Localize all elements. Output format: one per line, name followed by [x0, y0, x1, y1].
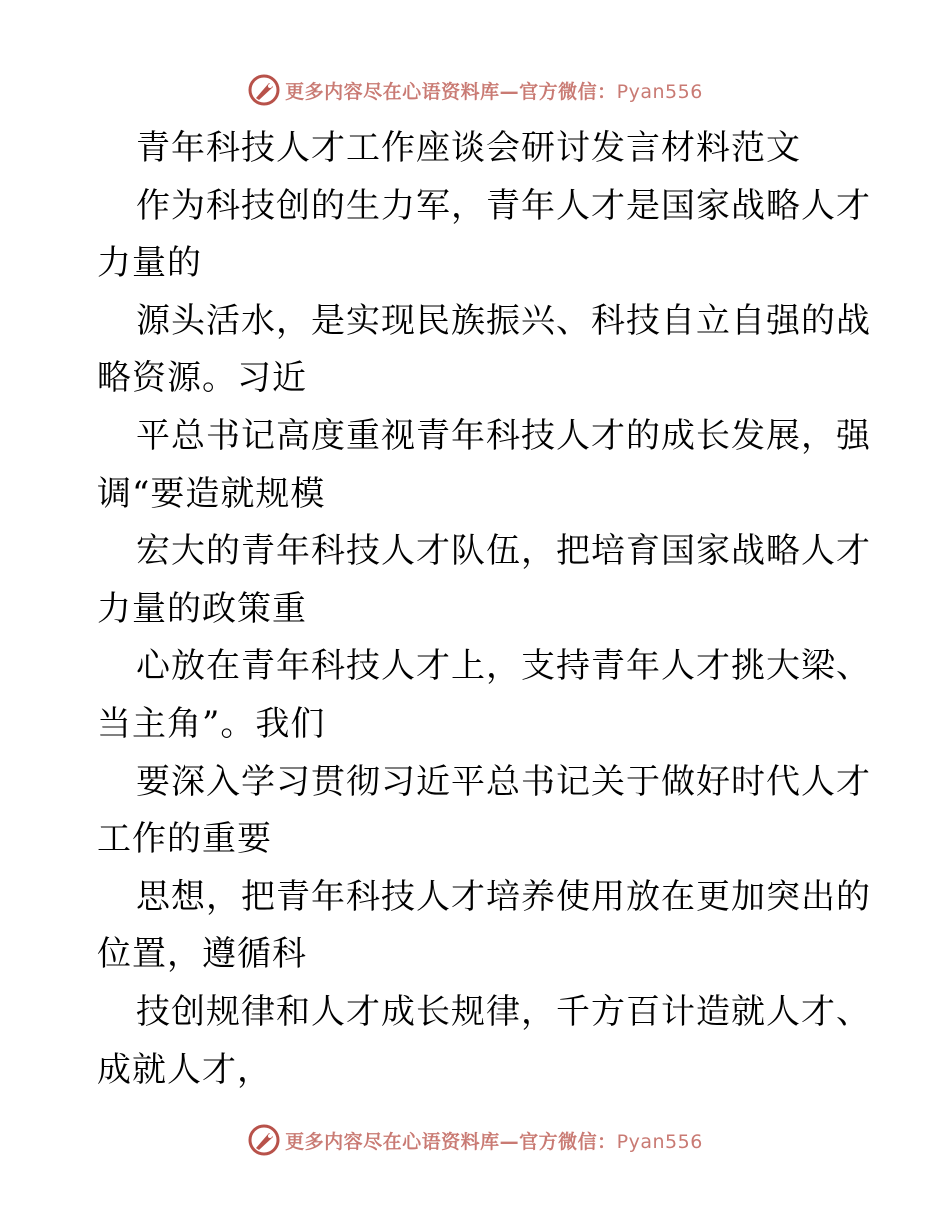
document-title: 青年科技人才工作座谈会研讨发言材料范文 [136, 128, 801, 168]
pen-nib-logo-icon [247, 1123, 281, 1157]
paragraph-line: 成就人才， [97, 1049, 272, 1090]
banner-text: 更多内容尽在心语资料库—官方微信：Pyan556 [285, 1130, 703, 1153]
paragraph-line: 宏大的青年科技人才队伍，把培育国家战略人才 [136, 531, 871, 572]
paragraph-line: 工作的重要 [97, 819, 272, 860]
paragraph-line: 位置，遵循科 [97, 934, 307, 975]
paragraph-line: 思想，把青年科技人才培养使用放在更加突出的 [136, 876, 871, 917]
paragraph-line: 作为科技创的生力军，青年人才是国家战略人才 [136, 185, 871, 226]
document-body [97, 120, 871, 1099]
paragraph-line: 平总书记高度重视青年科技人才的成长发展，强 [136, 415, 871, 456]
paragraph-line: 调“要造就规模 [97, 473, 326, 514]
footer-banner [0, 1120, 950, 1160]
header-banner [0, 70, 950, 110]
pen-nib-logo-icon [247, 73, 281, 107]
paragraph-line: 源头活水，是实现民族振兴、科技自立自强的战 [136, 300, 871, 341]
paragraph-line: 力量的 [97, 243, 202, 284]
paragraph-line: 略资源。习近 [97, 358, 307, 399]
paragraph-line: 当主角”。我们 [97, 703, 326, 744]
paragraph-line: 心放在青年科技人才上，支持青年人才挑大梁、 [136, 646, 871, 687]
paragraph-line: 技创规律和人才成长规律，千方百计造就人才、 [136, 991, 871, 1032]
paragraph-line: 要深入学习贯彻习近平总书记关于做好时代人才 [136, 761, 871, 802]
banner-text: 更多内容尽在心语资料库—官方微信：Pyan556 [285, 80, 703, 103]
paragraph-line: 力量的政策重 [97, 588, 307, 629]
